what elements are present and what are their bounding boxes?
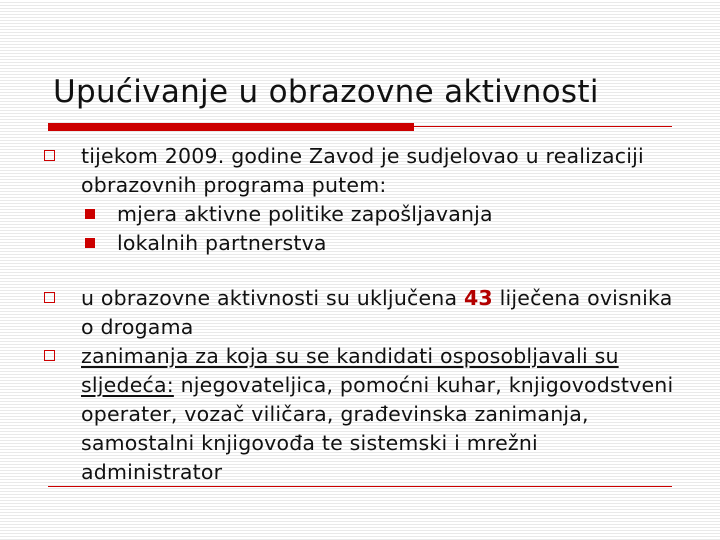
- bullet-item: [42, 284, 682, 342]
- title-underline-bar: [48, 123, 414, 131]
- bullet-text: liječena ovisnika o drogama: [81, 286, 673, 339]
- bullet-text: njegovateljica, pomoćni kuhar, knjigovodstveni operater, vozač viličara, građevinska zanimanja, samostalni knjigovođa te sistemski i mrežni administrator: [81, 373, 674, 484]
- bullet-text: tijekom 2009. godine Zavod je sudjelovao u realizaciji obrazovnih programa putem:: [81, 144, 644, 197]
- bullet-text: u obrazovne aktivnosti su uključena: [81, 286, 464, 310]
- sub-bullet-text: mjera aktivne politike zapošljavanja: [117, 202, 493, 226]
- sub-bullet-item: [81, 200, 682, 229]
- sub-bullet-item: [81, 229, 682, 258]
- slide-title: Upućivanje u obrazovne aktivnosti: [53, 74, 599, 110]
- bullet-item: [42, 142, 682, 258]
- slide-content: [42, 142, 682, 487]
- title-underline-line: [414, 126, 672, 127]
- hollow-square-icon: [44, 150, 55, 161]
- bullet-item: [42, 342, 682, 487]
- hollow-square-icon: [44, 292, 55, 303]
- underlined-text: zanimanja za koja su se kandidati osposobljavali su sljedeća:: [81, 344, 619, 397]
- bottom-divider: [48, 486, 672, 487]
- highlighted-number: 43: [463, 286, 493, 310]
- filled-square-icon: [85, 238, 95, 248]
- sub-bullet-text: lokalnih partnerstva: [117, 231, 327, 255]
- hollow-square-icon: [44, 350, 55, 361]
- filled-square-icon: [85, 209, 95, 219]
